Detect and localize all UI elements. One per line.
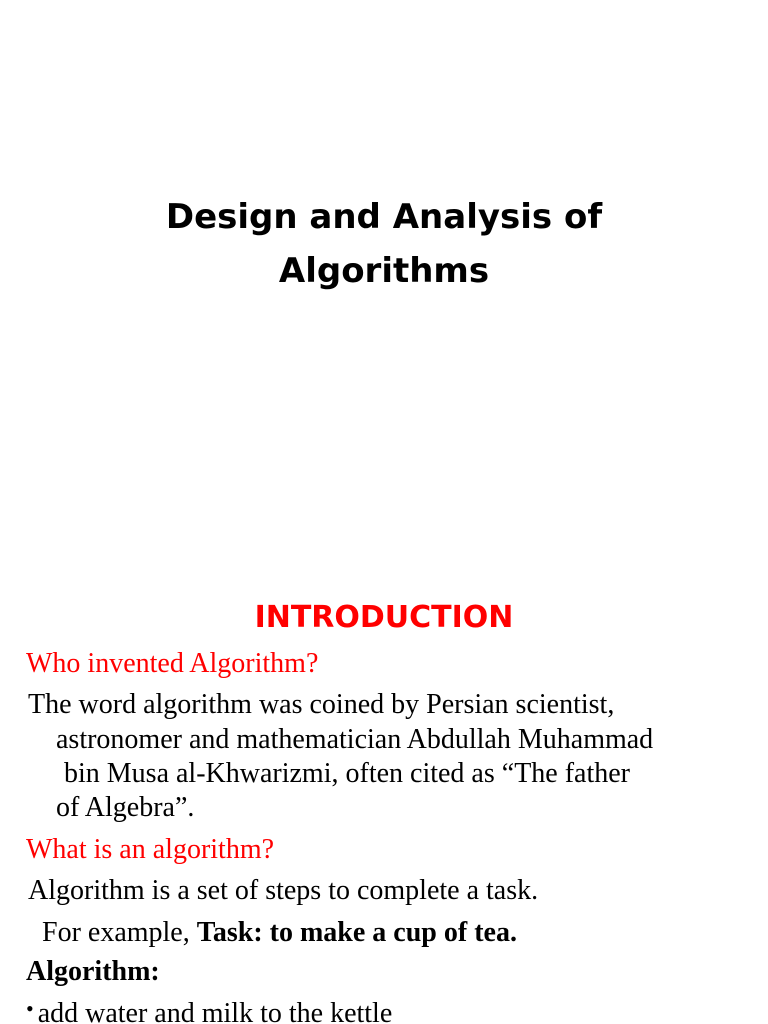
example-prefix: For example, bbox=[42, 917, 197, 948]
slide-title bbox=[0, 190, 768, 298]
example-task: Task: to make a cup of tea. bbox=[196, 917, 517, 948]
step-list-item bbox=[26, 996, 392, 1024]
step-text: add water and milk to the kettle bbox=[37, 998, 393, 1024]
answer-line-1: The word algorithm was coined by Persian scientist, bbox=[28, 689, 615, 720]
slide-title-line-2: Algorithms bbox=[278, 251, 490, 291]
question-who-invented: Who invented Algorithm? bbox=[26, 648, 319, 679]
definition-text: Algorithm is a set of steps to complete a task. bbox=[28, 875, 539, 906]
answer-line-2: astronomer and mathematician Abdullah Muhammad bbox=[56, 724, 654, 755]
slide-title-line-1: Design and Analysis of bbox=[165, 197, 603, 237]
question-what-is: What is an algorithm? bbox=[26, 834, 275, 865]
bullet-icon: • bbox=[26, 996, 34, 1021]
answer-line-3: bin Musa al-Khwarizmi, often cited as “The father bbox=[64, 758, 631, 789]
example-line bbox=[42, 917, 517, 949]
answer-line-4: of Algebra”. bbox=[56, 792, 195, 823]
algorithm-label: Algorithm: bbox=[26, 956, 160, 987]
introduction-heading: INTRODUCTION bbox=[254, 600, 514, 635]
